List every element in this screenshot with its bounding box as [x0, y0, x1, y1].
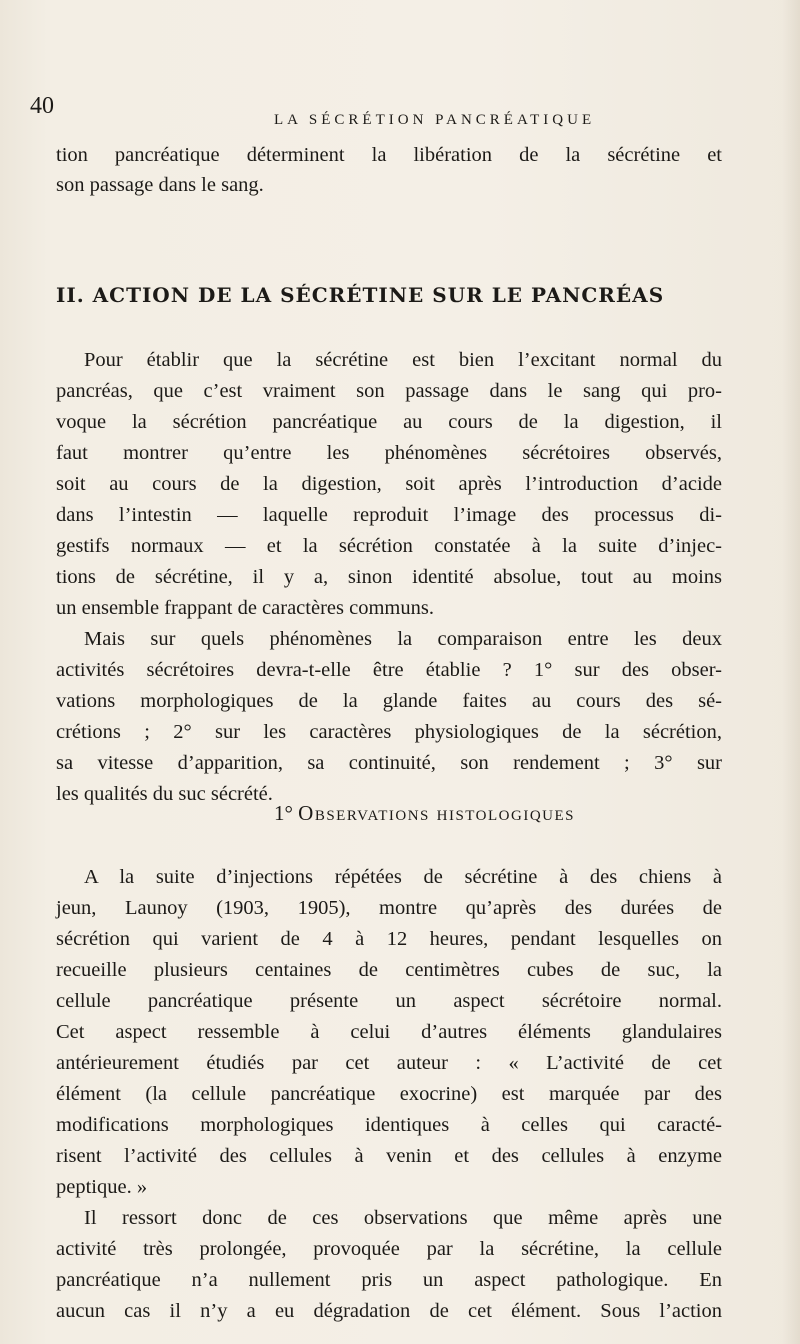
text-line: dans l’intestin — laquelle reproduit l’image des processus di-	[56, 504, 722, 526]
text-line: aucun cas il n’y a eu dégradation de cet élément. Sous l’action	[56, 1300, 722, 1322]
subheading-text: Observations histologiques	[298, 801, 576, 825]
text-line: Cet aspect ressemble à celui d’autres éléments glandulaires	[56, 1021, 722, 1043]
page-edge-shadow	[782, 0, 800, 1344]
text-line: les qualités du suc sécrété.	[56, 783, 273, 805]
section-heading: II. ACTION DE LA SÉCRÉTINE SUR LE PANCRÉAS	[56, 283, 665, 307]
text-line: Mais sur quels phénomènes la comparaison entre les deux	[84, 628, 722, 650]
text-line: soit au cours de la digestion, soit après l’introduction d’acide	[56, 473, 722, 495]
text-line: antérieurement étudiés par cet auteur : « L’activité de cet	[56, 1052, 722, 1074]
text-line: voque la sécrétion pancréatique au cours de la digestion, il	[56, 411, 722, 433]
text-line: un ensemble frappant de caractères communs.	[56, 597, 434, 619]
text-line: jeun, Launoy (1903, 1905), montre qu’après des durées de	[56, 897, 722, 919]
text-line: élément (la cellule pancréatique exocrine) est marquée par des	[56, 1083, 722, 1105]
text-line: Il ressort donc de ces observations que même après une	[84, 1207, 722, 1229]
text-line: activité très prolongée, provoquée par la sécrétine, la cellule	[56, 1238, 722, 1260]
running-head: LA SÉCRÉTION PANCRÉATIQUE	[274, 112, 596, 128]
text-line: tions de sécrétine, il y a, sinon identité absolue, tout au moins	[56, 566, 722, 588]
text-line: tion pancréatique déterminent la libération de la sécrétine et	[56, 144, 722, 166]
page-number: 40	[30, 93, 54, 119]
text-line: peptique. »	[56, 1176, 148, 1198]
text-line: faut montrer qu’entre les phénomènes sécrétoires observés,	[56, 442, 722, 464]
text-line: sa vitesse d’apparition, sa continuité, son rendement ; 3° sur	[56, 752, 722, 774]
text-line: sécrétion qui varient de 4 à 12 heures, pendant lesquelles on	[56, 928, 722, 950]
text-line: pancréas, que c’est vraiment son passage dans le sang qui pro-	[56, 380, 722, 402]
text-line: recueille plusieurs centaines de centimètres cubes de suc, la	[56, 959, 722, 981]
text-line: pancréatique n’a nullement pris un aspect pathologique. En	[56, 1269, 722, 1291]
text-line: vations morphologiques de la glande faites au cours des sé-	[56, 690, 722, 712]
subheading	[274, 801, 575, 826]
text-line: cellule pancréatique présente un aspect sécrétoire normal.	[56, 990, 722, 1012]
text-line: son passage dans le sang.	[56, 174, 264, 196]
text-line: gestifs normaux — et la sécrétion constatée à la suite d’injec-	[56, 535, 722, 557]
text-line: risent l’activité des cellules à venin et des cellules à enzyme	[56, 1145, 722, 1167]
text-line: A la suite d’injections répétées de sécrétine à des chiens à	[84, 866, 722, 888]
text-line: activités sécrétoires devra-t-elle être établie ? 1° sur des obser-	[56, 659, 722, 681]
text-line: modifications morphologiques identiques à celles qui caracté-	[56, 1114, 722, 1136]
subheading-number: 1°	[274, 801, 293, 825]
text-line: crétions ; 2° sur les caractères physiologiques de la sécrétion,	[56, 721, 722, 743]
text-line: Pour établir que la sécrétine est bien l’excitant normal du	[84, 349, 722, 371]
